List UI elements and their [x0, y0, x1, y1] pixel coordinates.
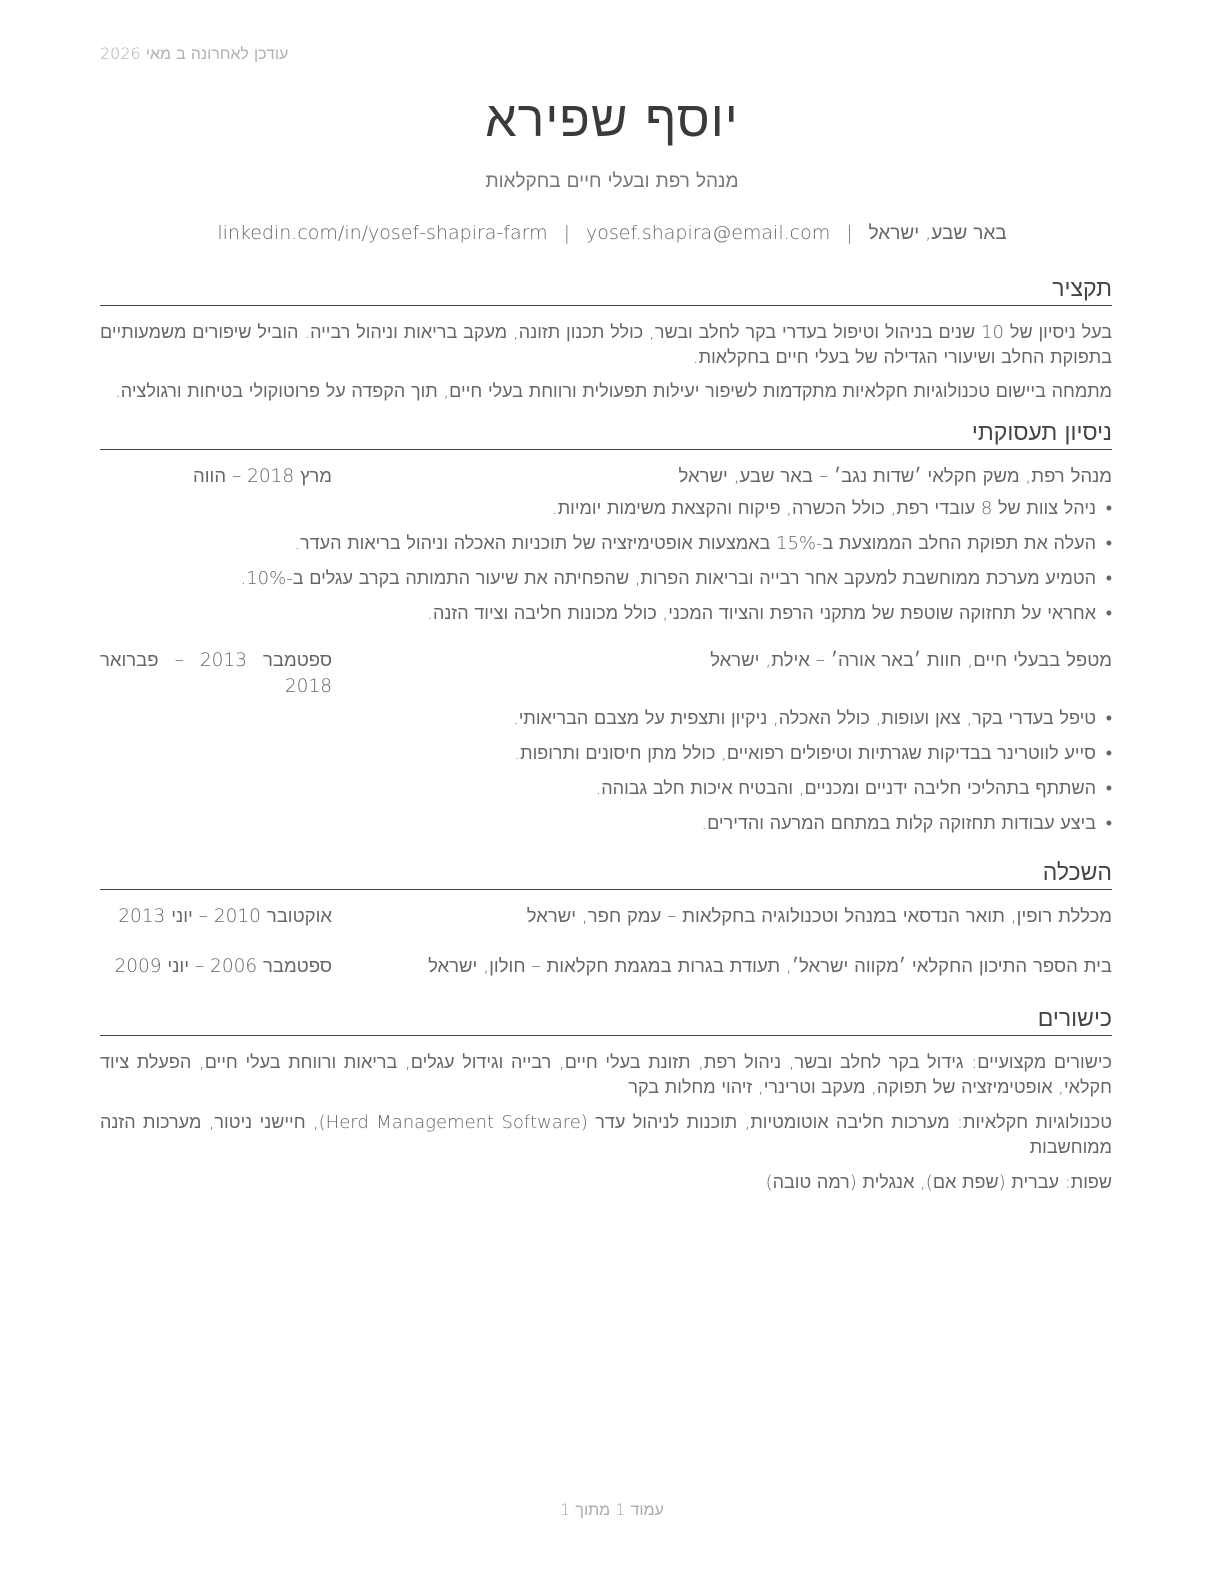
summary-paragraph: מתמחה ביישום טכנולוגיות חקלאיות מתקדמות לשיפור יעילות תפעולית ורווחת בעלי חיים, תוך הקפדה על פרוטוקולי בטיחות ורגולציה.: [115, 381, 1112, 402]
job-bullet: • טיפל בעדרי בקר, צאן ועופות, כולל האכלה, ניקיון ותצפית על מצבם הבריאותי.: [513, 708, 1112, 729]
education-entry: [100, 904, 1112, 930]
job-bullets: [100, 496, 1112, 626]
skills-section: [100, 1004, 1112, 1195]
skills-heading: כישורים: [100, 1004, 1112, 1036]
job-bullet: • העלה את תפוקת החלב הממוצעת ב-15% באמצעות אופטימיזציה של תוכניות האכלה וניהול בריאות העדר.: [294, 533, 1112, 554]
skills-line: טכנולוגיות חקלאיות: מערכות חליבה אוטומטיות, תוכנות לניהול עדר (Herd Management Software), חיישני ניטור, מערכות הזנה ממוחשבות: [100, 1112, 1112, 1158]
contact-line: [0, 222, 1224, 245]
job-entry: [100, 648, 1112, 836]
page-number: עמוד 1 מתוך 1: [560, 1500, 664, 1519]
job-header: [100, 464, 1112, 490]
contact-location: באר שבע, ישראל: [868, 222, 1007, 244]
contact-separator: |: [846, 222, 853, 244]
education-heading: השכלה: [100, 858, 1112, 890]
job-title-org: מנהל רפת, משק חקלאי ׳שדות נגב׳ – באר שבע, ישראל: [678, 466, 1112, 487]
job-dates: מרץ 2018 – הווה: [193, 466, 332, 487]
contact-linkedin[interactable]: linkedin.com/in/yosef-shapira-farm: [217, 222, 548, 244]
summary-paragraph: בעל ניסיון של 10 שנים בניהול וטיפול בעדרי בקר לחלב ובשר, כולל תכנון תזונה, מעקב בריאות וניהול רבייה. הוביל שיפורים משמעותיים בתפוקת החלב ושיעורי הגדילה של בעלי חיים בחקלאות.: [100, 322, 1112, 368]
education-dates: אוקטובר 2010 – יוני 2013: [118, 906, 332, 927]
education-institution: מכללת רופין, תואר הנדסאי במנהל וטכנולוגיה בחקלאות – עמק חפר, ישראל: [526, 906, 1112, 927]
job-bullet: • ניהל צוות של 8 עובדי רפת, כולל הכשרה, פיקוח והקצאת משימות יומיות.: [552, 498, 1112, 519]
education-entry: [100, 954, 1112, 980]
candidate-name: יוסף שפירא: [485, 90, 739, 148]
job-bullet: • הטמיע מערכת ממוחשבת למעקב אחר רבייה ובריאות הפרות, שהפחיתה את שיעור התמותה בקרב עגלים ב-10%.: [240, 568, 1112, 589]
job-bullet: • אחראי על תחזוקה שוטפת של מתקני הרפת והציוד המכני, כולל מכונות חליבה וציוד הזנה.: [427, 603, 1112, 624]
job-bullets: [100, 706, 1112, 836]
summary-section: [100, 274, 1112, 404]
job-dates: ספטמבר 2013 – פברואר 2018: [100, 650, 333, 697]
job-bullet: • ביצע עבודות תחזוקה קלות במתחם המרעה והדירים.: [701, 813, 1112, 834]
contact-separator: |: [563, 222, 571, 244]
experience-section: [100, 418, 1112, 836]
summary-heading: תקציר: [100, 274, 1112, 306]
job-bullet: • סייע לווטרינר בבדיקות שגרתיות וטיפולים רפואיים, כולל מתן חיסונים ותרופות.: [514, 743, 1112, 764]
job-header: [100, 648, 1112, 700]
experience-heading: ניסיון תעסוקתי: [100, 418, 1112, 450]
contact-email[interactable]: yosef.shapira@email.com: [586, 222, 831, 244]
education-dates: ספטמבר 2006 – יוני 2009: [114, 956, 332, 977]
education-section: [100, 858, 1112, 980]
last-updated-note: עודכן לאחרונה ב מאי 2026: [100, 44, 289, 63]
job-title-org: מטפל בבעלי חיים, חוות ׳באר אורה׳ – אילת, ישראל: [710, 650, 1112, 671]
job-bullet: • השתתף בתהליכי חליבה ידניים ומכניים, והבטיח איכות חלב גבוהה.: [595, 778, 1112, 799]
job-entry: [100, 464, 1112, 626]
skills-line: כישורים מקצועיים: גידול בקר לחלב ובשר, ניהול רפת, תזונת בעלי חיים, רבייה וגידול עגלים, בריאות ורווחת בעלי חיים, הפעלת ציוד חקלאי, אופטימיזציה של תפוקה, מעקב וטרינרי, זיהוי מחלות בקר: [100, 1052, 1112, 1098]
education-institution: בית הספר התיכון החקלאי ׳מקווה ישראל׳, תעודת בגרות במגמת חקלאות – חולון, ישראל: [428, 956, 1112, 977]
candidate-title: מנהל רפת ובעלי חיים בחקלאות: [485, 170, 739, 192]
skills-line: שפות: עברית (שפת אם), אנגלית (רמה טובה): [765, 1172, 1112, 1193]
resume-body: [100, 274, 1112, 1205]
